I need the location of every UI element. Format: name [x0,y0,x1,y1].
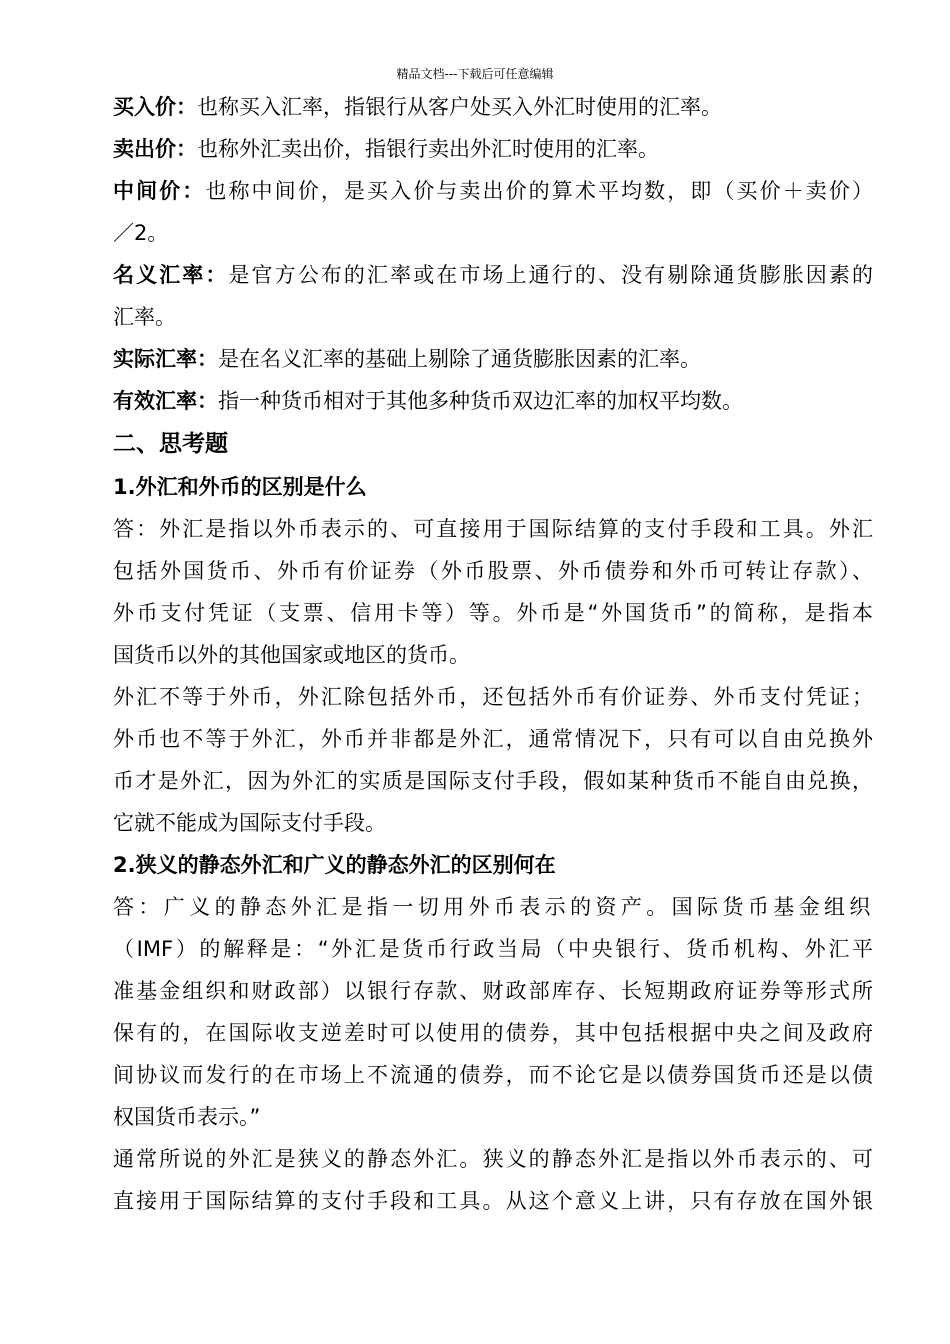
answer-line: 间协议而发行的在市场上不流通的债券，而不论它是以债券国货币还是以债 [113,1063,873,1087]
definition-nominal-rate [113,254,873,296]
question-title: 2.狭义的静态外汇和广义的静态外汇的区别何在 [113,853,556,877]
answer-line: 答：外汇是指以外币表示的、可直接用于国际结算的支付手段和工具。外汇 [113,517,873,541]
answer-line: 通常所说的外汇是狭义的静态外汇。狭义的静态外汇是指以外币表示的、可 [113,1147,873,1171]
answer-line: 它就不能成为国际支付手段。 [113,811,386,835]
document-body [113,86,873,1222]
answer-line: 国货币以外的其他国家或地区的货币。 [113,643,470,667]
definition-buy-price [113,86,873,128]
definition-text: 指一种货币相对于其他多种货币双边汇率的加权平均数。 [218,389,743,413]
definition-term: 有效汇率： [113,389,218,413]
section-title: 二、思考题 [113,431,228,457]
definition-text: 也称外汇卖出价，指银行卖出外汇时使用的汇率。 [197,137,659,161]
answer-line: 直接用于国际结算的支付手段和工具。从这个意义上讲，只有存放在国外银 [113,1189,873,1213]
definition-continuation: 汇率。 [113,305,176,329]
definition-text: 也称中间价，是买入价与卖出价的算术平均数，即（买价＋卖价） [205,179,873,203]
definition-effective-rate [113,380,873,422]
page-header: 精品文档---下载后可任意编辑 [396,67,554,81]
definition-term: 名义汇率： [113,263,229,287]
definition-term: 中间价： [113,179,206,203]
definition-term: 实际汇率： [113,347,218,371]
definition-term: 卖出价： [113,137,197,161]
answer-line: 币才是外汇，因为外汇的实质是国际支付手段，假如某种货币不能自由兑换， [113,769,873,793]
definition-text: 是官方公布的汇率或在市场上通行的、没有剔除通货膨胀因素的 [228,263,873,287]
answer-line: （IMF）的解释是：“外汇是货币行政当局（中央银行、货币机构、外汇平 [113,937,873,961]
definition-term: 买入价： [113,95,197,119]
definition-middle-price [113,170,873,212]
answer-line: 外币也不等于外汇，外币并非都是外汇，通常情况下，只有可以自由兑换外 [113,727,873,751]
definition-real-rate [113,338,873,380]
definition-continuation: ／2。 [113,221,169,245]
answer-line: 答：广义的静态外汇是指一切用外币表示的资产。国际货币基金组织 [113,895,873,919]
answer-line: 包括外国货币、外币有价证券（外币股票、外币债券和外币可转让存款）、 [113,559,873,583]
definition-text: 也称买入汇率，指银行从客户处买入外汇时使用的汇率。 [197,95,722,119]
answer-line: 保有的，在国际收支逆差时可以使用的债券，其中包括根据中央之间及政府 [113,1021,873,1045]
definition-text: 是在名义汇率的基础上剔除了通货膨胀因素的汇率。 [218,347,701,371]
question-title: 1.外汇和外币的区别是什么 [113,475,367,499]
definition-sell-price [113,128,873,170]
answer-line: 准基金组织和财政部）以银行存款、财政部库存、长短期政府证券等形式所 [113,979,873,1003]
answer-line: 外汇不等于外币，外汇除包括外币，还包括外币有价证券、外币支付凭证； [113,685,873,709]
answer-line: 权国货币表示。” [113,1105,261,1129]
answer-line: 外币支付凭证（支票、信用卡等）等。外币是“外国货币”的简称，是指本 [113,601,873,625]
